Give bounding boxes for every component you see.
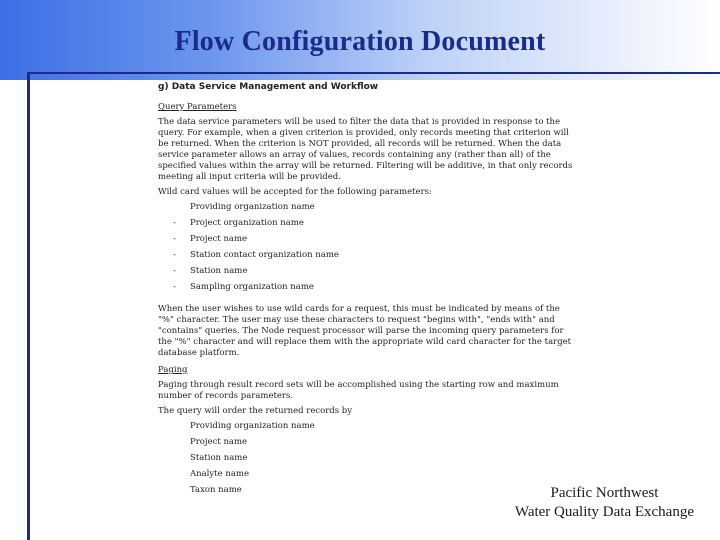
- list-item-text: Project name: [190, 234, 248, 244]
- list-item: [158, 250, 578, 266]
- list-item: [158, 282, 578, 298]
- footer-organization: [515, 484, 694, 522]
- page-title: Flow Configuration Document: [174, 26, 546, 57]
- query-paragraph: The data service parameters will be used to filter the data that is provided in response to the query. For example, when a given criterion is provided, only records meeting that criterion will be returned. When the criterion is NOT provided, all records will be returned. When the data service parameter allows an array of values, records containing any (rather than all) of the specified values within the array will be returned. Filtering will be additive, in that only records meeting all input criteria will be provided.: [158, 117, 573, 182]
- footer-line-1: Pacific Northwest: [550, 485, 659, 501]
- list-item: [158, 234, 578, 250]
- list-dash: -: [173, 266, 176, 276]
- section-heading: g) Data Service Management and Workflow: [158, 82, 379, 92]
- paging-subheading: Paging: [158, 365, 188, 375]
- query-parameters-subheading: Query Parameters: [158, 102, 237, 112]
- wildcard-paragraph: When the user wishes to use wild cards for a request, this must be indicated by means of the "%" character. The user may use these characters to request "begins with", "ends with" and "contains" queries. The Node request processor will parse the incoming query parameters for the "%" character and will replace them with the appropriate wild card character for the target database platform.: [158, 304, 572, 358]
- list-item-text: Providing organization name: [190, 202, 315, 212]
- list-item: [158, 266, 578, 282]
- list-item: [158, 437, 578, 453]
- list-item: [158, 218, 578, 234]
- list-dash: -: [173, 234, 176, 244]
- list-item-text: Providing organization name: [190, 421, 315, 431]
- left-divider: [27, 73, 30, 540]
- list-item-text: Taxon name: [190, 485, 242, 495]
- list-item: [158, 202, 578, 218]
- document-body: [158, 82, 578, 507]
- footer-line-2: Water Quality Data Exchange: [514, 504, 694, 520]
- list-dash: -: [173, 218, 176, 228]
- list-item: [158, 421, 578, 437]
- list-item-text: Project organization name: [190, 218, 304, 228]
- list-item-text: Station name: [190, 453, 248, 463]
- list-item-text: Station name: [190, 266, 248, 276]
- list-item-text: Sampling organization name: [190, 282, 314, 292]
- list-item-text: Analyte name: [190, 469, 249, 479]
- top-divider: [27, 72, 720, 74]
- list-dash: -: [173, 282, 176, 292]
- list-item-text: Project name: [190, 437, 248, 447]
- wildcard-parameter-list: [158, 202, 578, 298]
- list-item-text: Station contact organization name: [190, 250, 339, 260]
- list-item: [158, 469, 578, 485]
- list-item: [158, 453, 578, 469]
- list-dash: -: [173, 250, 176, 260]
- order-intro: The query will order the returned records by: [158, 406, 353, 416]
- paging-paragraph: Paging through result record sets will be accomplished using the starting row and maximum number of records parameters.: [158, 380, 559, 401]
- wildcard-intro: Wild card values will be accepted for the following parameters:: [158, 187, 432, 197]
